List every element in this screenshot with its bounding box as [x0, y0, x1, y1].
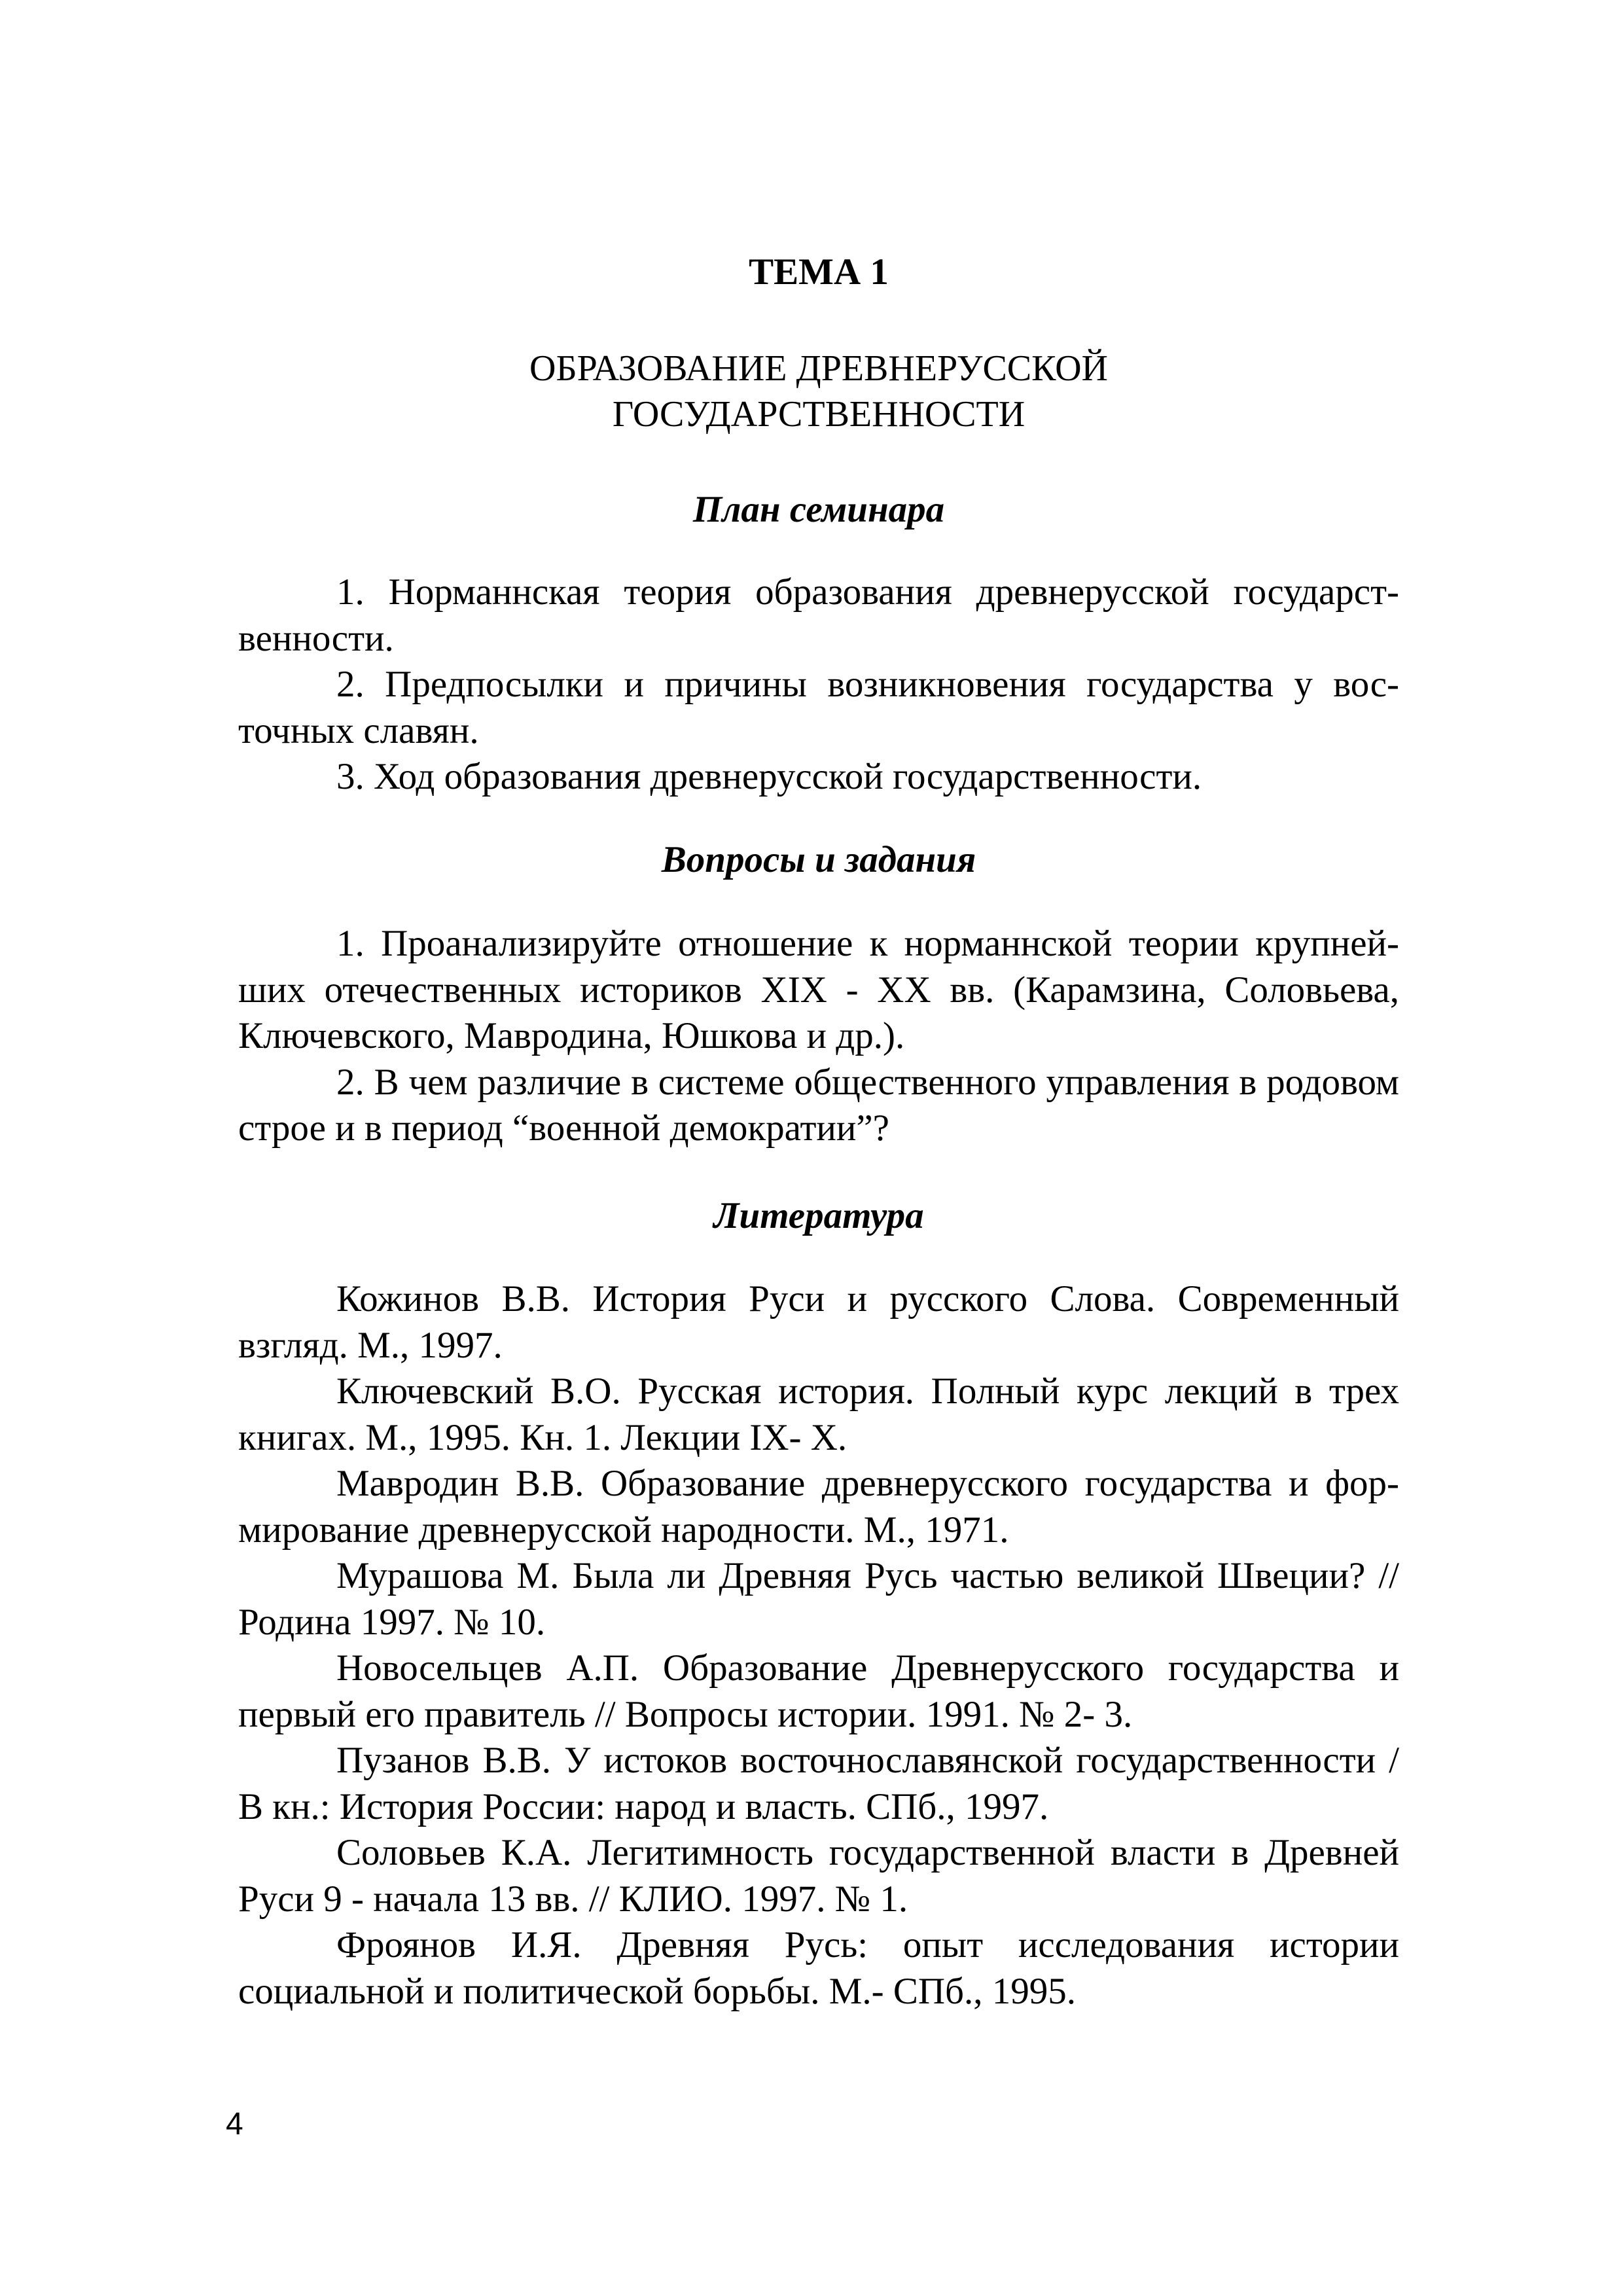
literature-item: Фроянов И.Я. Древняя Русь: опыт исследования истории социальной и политической борьбы. М.- СПб., 1995. [238, 1924, 1399, 2012]
literature-heading: Литература [713, 1195, 924, 1236]
plan-item: 1. Норманнская теория образования древнерусской государственности. [238, 571, 1399, 659]
questions-heading: Вопросы и задания [661, 839, 976, 880]
main-heading [238, 346, 1399, 437]
seminar-plan-list [238, 569, 1399, 800]
literature-item: Новосельцев А.П. Образование Древнерусского государства и первый его правитель // Вопросы истории. 1991. № 2- 3. [238, 1647, 1399, 1735]
literature-item: Соловьев К.А. Легитимность государственной власти в Древней Руси 9 - начала 13 вв. // КЛИО. 1997. № 1. [238, 1832, 1399, 1920]
literature-item: Пузанов В.В. У истоков восточнославянской государственности / В кн.: История России: народ и власть. СПб., 1997. [238, 1740, 1399, 1827]
question-item: 2. В чем различие в системе общественного управления в родовом строе и в период “военной демократии”? [238, 1061, 1399, 1149]
literature-item: Ключевский В.О. Русская история. Полный курс лекций в трех книгах. М., 1995. Кн. 1. Лекции IX- X. [238, 1371, 1399, 1458]
questions-list [238, 921, 1399, 1152]
question-item: 1. Проанализируйте отношение к норманнской теории крупнейших отечественных историков XIX - XX вв. (Карамзина, Соловьева, Ключевского, Мавродина, Юшкова и др.). [238, 923, 1399, 1056]
literature-item: Мурашова М. Была ли Древняя Русь частью великой Швеции? // Родина 1997. № 10. [238, 1555, 1399, 1643]
main-heading-line: ОБРАЗОВАНИЕ ДРЕВНЕРУССКОЙ [529, 348, 1108, 389]
literature-item: Мавродин В.В. Образование древнерусского государства и формирование древнерусской народности. М., 1971. [238, 1463, 1399, 1551]
plan-item: 3. Ход образования древнерусской государственности. [336, 756, 1202, 797]
literature-list [238, 1276, 1399, 2015]
seminar-plan-heading: План семинара [692, 489, 945, 530]
plan-item: 2. Предпосылки и причины возникновения государства у восточных славян. [238, 664, 1399, 751]
page-number: 4 [226, 2107, 243, 2142]
literature-item: Кожинов В.В. История Руси и русского Слова. Современный взгляд. М., 1997. [238, 1278, 1399, 1366]
topic-title: ТЕМА 1 [749, 251, 889, 293]
main-heading-line: ГОСУДАРСТВЕННОСТИ [612, 394, 1026, 435]
